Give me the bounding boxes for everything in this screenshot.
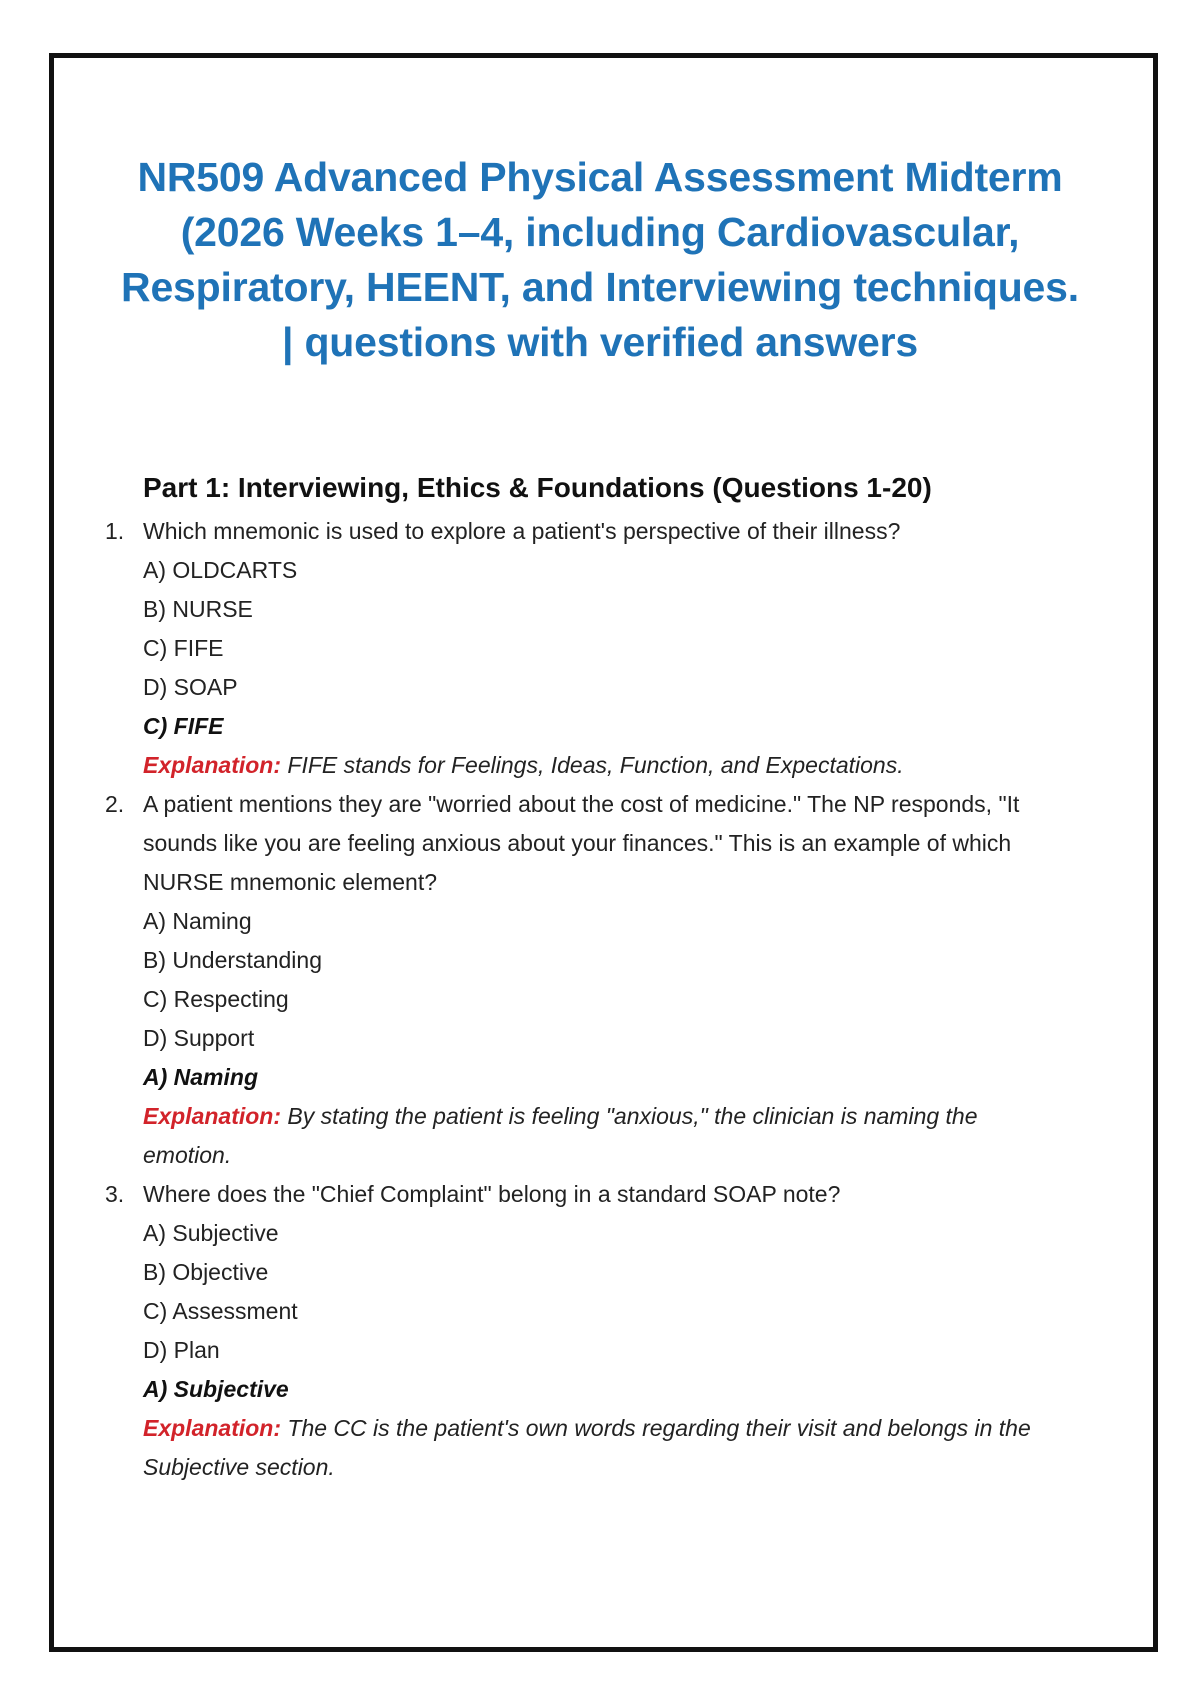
explanation-label: Explanation: [143,752,282,778]
answer-option-c: C) Respecting [143,986,289,1012]
answer-option-d: D) SOAP [143,674,238,700]
explanation [143,1097,1065,1175]
correct-answer: A) Subjective [143,1376,289,1402]
answer-option-d: D) Plan [143,1337,220,1363]
explanation [143,746,1065,785]
answer-option-a: A) Subjective [143,1220,279,1246]
answer-option-d: D) Support [143,1025,255,1051]
answer-option-a: A) Naming [143,908,252,934]
question-text: Where does the "Chief Complaint" belong in a standard SOAP note? [143,1181,841,1207]
document-title: NR509 Advanced Physical Assessment Midterm (2026 Weeks 1–4, including Cardiovascular, Respiratory, HEENT, and Interviewing techniques. | questions with verified answers [121,154,1079,365]
answer-option-b: B) NURSE [143,596,253,622]
question-text: Which mnemonic is used to explore a patient's perspective of their illness? [143,518,901,544]
question-2 [105,785,1065,1175]
explanation-text: The CC is the patient's own words regarding their visit and belongs in the Subjective section. [143,1415,1031,1480]
question-3 [105,1175,1065,1487]
question-text: A patient mentions they are "worried about the cost of medicine." The NP responds, "It sounds like you are feeling anxious about your finances." This is an example of which NURSE mnemonic element? [143,791,1020,895]
answer-option-c: C) Assessment [143,1298,298,1324]
correct-answer: C) FIFE [143,713,224,739]
question-list [105,512,1065,1487]
answer-option-b: B) Understanding [143,947,322,973]
question-number: 1. [105,518,125,544]
answer-option-b: B) Objective [143,1259,269,1285]
question-number: 3. [105,1181,125,1207]
explanation-text: FIFE stands for Feelings, Ideas, Function, and Expectations. [287,752,904,778]
explanation-label: Explanation: [143,1415,282,1441]
correct-answer: A) Naming [143,1064,258,1090]
explanation [143,1409,1065,1487]
explanation-label: Explanation: [143,1103,282,1129]
question-number: 2. [105,791,125,817]
question-1 [105,512,1065,785]
part-heading: Part 1: Interviewing, Ethics & Foundations (Questions 1-20) [143,472,932,503]
answer-option-a: A) OLDCARTS [143,557,298,583]
explanation-text: By stating the patient is feeling "anxious," the clinician is naming the emotion. [143,1103,978,1168]
answer-option-c: C) FIFE [143,635,224,661]
